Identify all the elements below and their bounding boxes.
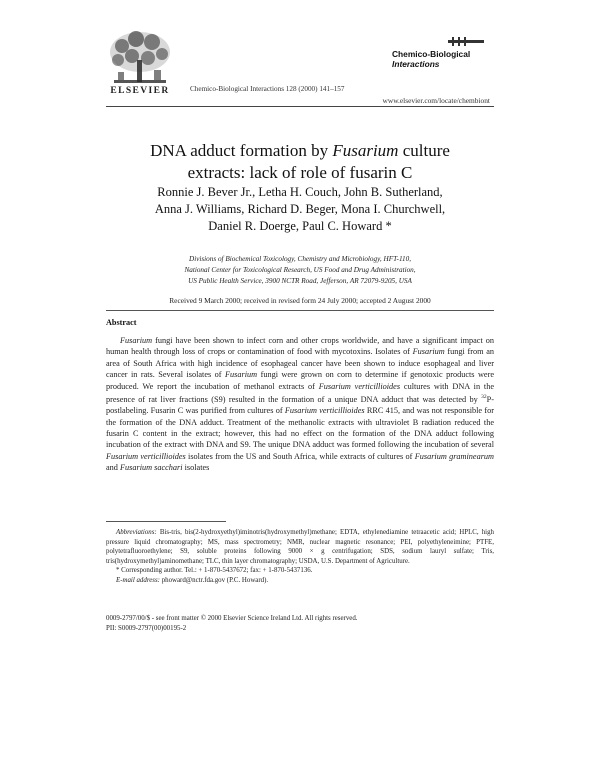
journal-logo-line2: Interactions [392, 58, 440, 69]
abstract-text: Fusarium fungi have been shown to infect corn and other crops worldwide, and have a significant impact on human health through loss of crops or contamination of food with mycotoxins. Isolates of Fusarium fungi from an area of South Africa with high incidence of esophageal cancer have been shown to induce esophageal and liver cancer in rats. Several isolates of Fusarium fungi were grown on corn to determine if genotoxic products were produced. We report the incubation of methanol extracts of Fusarium verticillioides cultures with DNA in the presence of rat liver fractions (S9) resulted in the formation of a unique DNA adduct that was detected by $^{32}$P-postlabeling. Fusarin C was purified from cultures of Fusarium verticillioides RRC 415, and was not responsible for the formation of the DNA adduct. Treatment of the methanolic extracts with ultraviolet B radiation reduced the fusarin C content in the extract; however, this had no effect on the formation of the DNA adduct following incubation of the extract with DNA and S9. The unique DNA adduct was formed following the incubation of several Fusarium verticillioides isolates from the US and South Africa, while extracts of cultures of Fusarium graminearum and Fusarium sacchari isolates [106, 336, 495, 473]
affiliation [110, 254, 490, 287]
footnotes [106, 528, 494, 586]
journal-citation: Chemico-Biological Interactions 128 (2000) 141–157 [190, 85, 345, 93]
journal-logo [392, 50, 484, 69]
abstract-top-divider [106, 310, 494, 311]
pii-line: PII: S0009-2797(00)00195-2 [106, 625, 187, 632]
affiliation-line-2: National Center for Toxicological Research, US Food and Drug Administration, [184, 266, 416, 274]
footnote-divider [106, 521, 226, 522]
front-matter-block [106, 614, 358, 634]
affiliation-line-3: US Public Health Service, 3900 NCTR Road, Jefferson, AR 72079-9205, USA [188, 277, 412, 285]
author-list [100, 184, 500, 235]
publisher-name: ELSEVIER [110, 86, 170, 96]
abstract-heading: Abstract [106, 318, 137, 327]
abbreviations-footnote: Abbreviations: Bis-tris, bis(2-hydroxyethyl)iminotris(hydroxymethyl)methane; EDTA, ethylenediamine tetraacetic acid; HPLC, high pressure liquid chromatography; MS, mass spectrometry; NMR, nuclear magnetic resonance; PEI, polyethyleneimine; PTFE, polytetrafluoroethylene; S9, soluble proteins following 9000 × g centrifugation; SDS, sodium lauryl sulfate; Tris, tris(hydroxymethyl)aminomethane; TLC, thin layer chromatography; USDA, U.S. Department of Agriculture. [106, 529, 494, 565]
received-dates: Received 9 March 2000; received in revised form 24 July 2000; accepted 2 August 2000 [169, 296, 431, 305]
author-line-2: Anna J. Williams, Richard D. Beger, Mona I. Churchwell, [154, 202, 446, 216]
journal-logo-stripe-icon [448, 37, 484, 46]
affiliation-line-1: Divisions of Biochemical Toxicology, Chemistry and Microbiology, HFT-110, [189, 255, 411, 263]
corresponding-author-footnote: * Corresponding author. Tel.: + 1-870-5437672; fax: + 1-870-5437136. [116, 567, 313, 575]
title-line-1: DNA adduct formation by Fusarium culture [150, 141, 450, 160]
copyright-line: 0009-2797/00/$ - see front matter © 2000 Elsevier Science Ireland Ltd. All rights reserved. [106, 615, 358, 622]
author-line-3: Daniel R. Doerge, Paul C. Howard * [208, 219, 392, 233]
email-address-link[interactable]: phoward@nctr.fda.gov (P.C. Howard). [159, 576, 269, 584]
journal-website-link[interactable]: www.elsevier.com/locate/chembiont [382, 96, 490, 105]
email-footnote: E-mail address: phoward@nctr.fda.gov (P.C. Howard). [116, 576, 269, 584]
author-line-1: Ronnie J. Bever Jr., Letha H. Couch, John B. Sutherland, [157, 185, 443, 199]
journal-logo-line1: Chemico-Biological [392, 49, 471, 59]
paper-title [100, 140, 500, 184]
header-divider [106, 106, 494, 107]
title-line-2: extracts: lack of role of fusarin C [187, 163, 413, 182]
